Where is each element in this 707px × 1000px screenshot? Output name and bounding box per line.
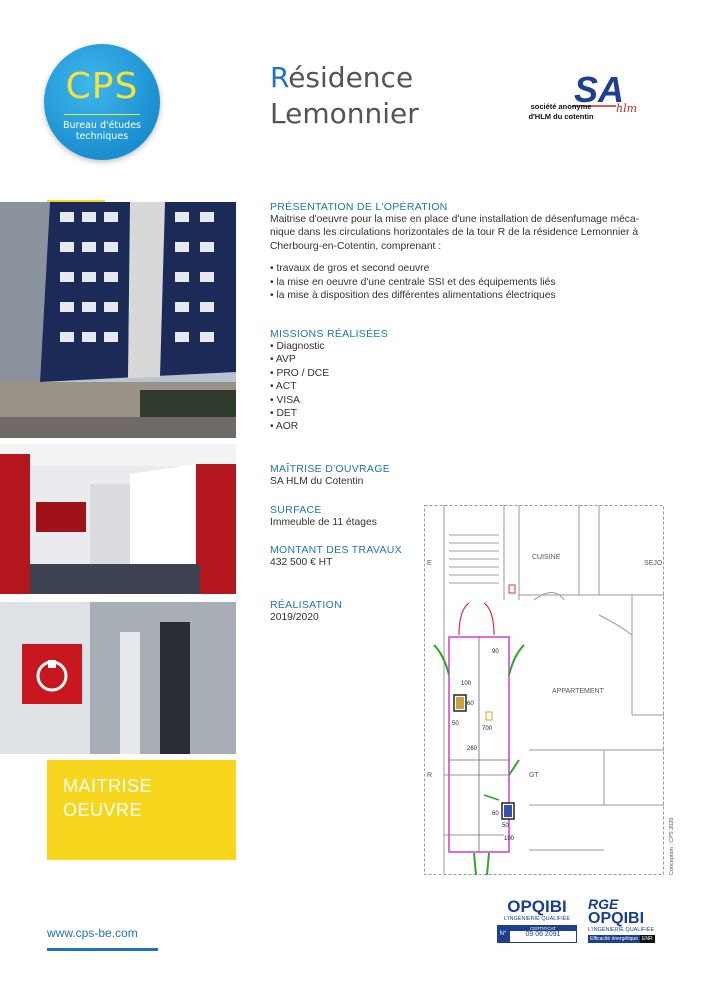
page-title (270, 60, 419, 132)
presentation-text (270, 213, 670, 253)
floor-plan (424, 505, 664, 875)
surface-heading: SURFACE (270, 504, 322, 516)
title-rest: ésidence (288, 61, 414, 94)
category-line2: OEUVRE (63, 800, 143, 820)
rge-badge-row (588, 935, 660, 943)
logo-subtitle-line1: Bureau d'études (63, 120, 141, 131)
presentation-line-3: Cherbourg-en-Cotentin, comprenant : (270, 240, 442, 252)
rge-badge: Efficacité énergétique (590, 936, 638, 942)
client-text (516, 102, 606, 122)
category-line1: MAITRISE (63, 776, 153, 796)
plan-dim-5: 700 (482, 726, 493, 732)
missions-heading: MISSIONS RÉALISÉES (270, 328, 389, 340)
list-item: • la mise en oeuvre d'une centrale SSI et des équipements liés (270, 276, 670, 289)
plan-dim-1: 90 (492, 649, 499, 655)
building-photo (0, 202, 236, 438)
design-credit (666, 800, 676, 875)
credit-vertical-text (666, 800, 676, 875)
opqibi-number-box (509, 925, 577, 943)
website-link[interactable]: www.cps-be.com (47, 926, 138, 940)
opqibi-number: 09 06 2091 (525, 931, 561, 938)
montant-section (270, 544, 420, 569)
opqibi-name: OPQIBI (507, 897, 567, 916)
presentation-line-1: Maitrise d'oeuvre pour la mise en place d'une installation de désenfumage méca- (270, 214, 640, 225)
list-item: • Diagnostic (270, 340, 670, 353)
plan-dim-9: 100 (504, 836, 515, 842)
plan-dim-2: 100 (461, 681, 472, 687)
missions-section (270, 328, 670, 434)
presentation-heading: PRÉSENTATION DE L'OPÉRATION (270, 201, 448, 213)
logo-subtitle-line2: techniques (75, 131, 129, 142)
opqibi-certificate (497, 898, 577, 954)
logo-brand: CPS (65, 66, 139, 107)
title-line2: Lemonnier (270, 97, 419, 130)
surface-value: Immeuble de 11 étages (270, 517, 377, 528)
logo-divider (64, 114, 140, 115)
cps-logo (44, 44, 160, 160)
client-script: hlm (616, 102, 638, 115)
opqibi-cert-label: CERTIFICAT (510, 926, 576, 931)
hallway-image (0, 444, 236, 594)
list-item: • VISA (270, 394, 670, 407)
client-text-line2: d'HLM du cotentin (528, 112, 594, 121)
rge-opqibi-certificate (588, 898, 660, 954)
opqibi-number-block (497, 925, 577, 943)
rge-name: OPQIBI (588, 910, 645, 927)
signage-photo (0, 602, 236, 754)
list-item: • AOR (270, 420, 670, 433)
list-item: • ACT (270, 380, 670, 393)
list-item: • travaux de gros et second oeuvre (270, 262, 670, 275)
realisation-value: 2019/2020 (270, 612, 319, 623)
floor-plan-drawing (424, 505, 664, 875)
plan-dim-7: 60 (492, 811, 499, 817)
list-item: • DET (270, 407, 670, 420)
plan-label-apartment: APPARTEMENT (552, 688, 604, 695)
montant-value: 432 500 € HT (270, 557, 333, 568)
maitrise-ouvrage-value: SA HLM du Cotentin (270, 476, 364, 487)
category-box (47, 760, 236, 860)
plan-dim-6: 260 (467, 746, 478, 752)
plan-label-sejour: SEJO (644, 560, 663, 567)
presentation-bullets (270, 262, 670, 302)
rge-tagline: L'INGÉNIERIE QUALIFIÉE (588, 927, 655, 933)
plan-label-left-e: E (427, 560, 432, 567)
presentation-line-2: nique dans les circulations horizontales de la tour R de la résidence Lemonnier à (270, 227, 639, 239)
realisation-heading: RÉALISATION (270, 599, 342, 611)
credit-text: Conception : CPS 2020 (669, 817, 675, 875)
signage-image (0, 602, 236, 754)
presentation-section (270, 201, 670, 302)
opqibi-number-prefix: N° (497, 925, 509, 943)
list-item: • AVP (270, 353, 670, 366)
opqibi-tagline: L'INGÉNIERIE QUALIFIÉE (503, 916, 571, 922)
plan-label-kitchen: CUISINE (532, 554, 561, 561)
list-item: • PRO / DCE (270, 367, 670, 380)
plan-dim-4: 50 (452, 721, 459, 727)
client-mark: SA (574, 69, 625, 110)
logo-subtitle (44, 120, 160, 142)
title-first-letter: R (270, 61, 289, 94)
maitrise-ouvrage-section (270, 463, 420, 488)
client-logo (516, 68, 640, 128)
plan-label-left-r: R (427, 772, 433, 779)
montant-heading: MONTANT DES TRAVAUX (270, 544, 402, 556)
rge-top: RGE (588, 896, 619, 912)
plan-dim-3: 60 (467, 701, 474, 707)
building-image (0, 202, 236, 438)
maitrise-ouvrage-heading: MAÎTRISE D'OUVRAGE (270, 463, 391, 475)
realisation-section (270, 599, 420, 624)
hallway-photo (0, 444, 236, 594)
rge-badge-suffix: ENR (642, 936, 653, 942)
client-text-line1: société anonyme (530, 102, 592, 111)
website-underline (47, 948, 158, 951)
missions-list (270, 340, 670, 434)
category-label (63, 774, 152, 822)
surface-section (270, 504, 420, 529)
plan-label-gt: GT (529, 772, 539, 779)
list-item: • la mise à disposition des différentes alimentations électriques (270, 289, 670, 302)
plan-dim-8: 50 (502, 823, 509, 829)
